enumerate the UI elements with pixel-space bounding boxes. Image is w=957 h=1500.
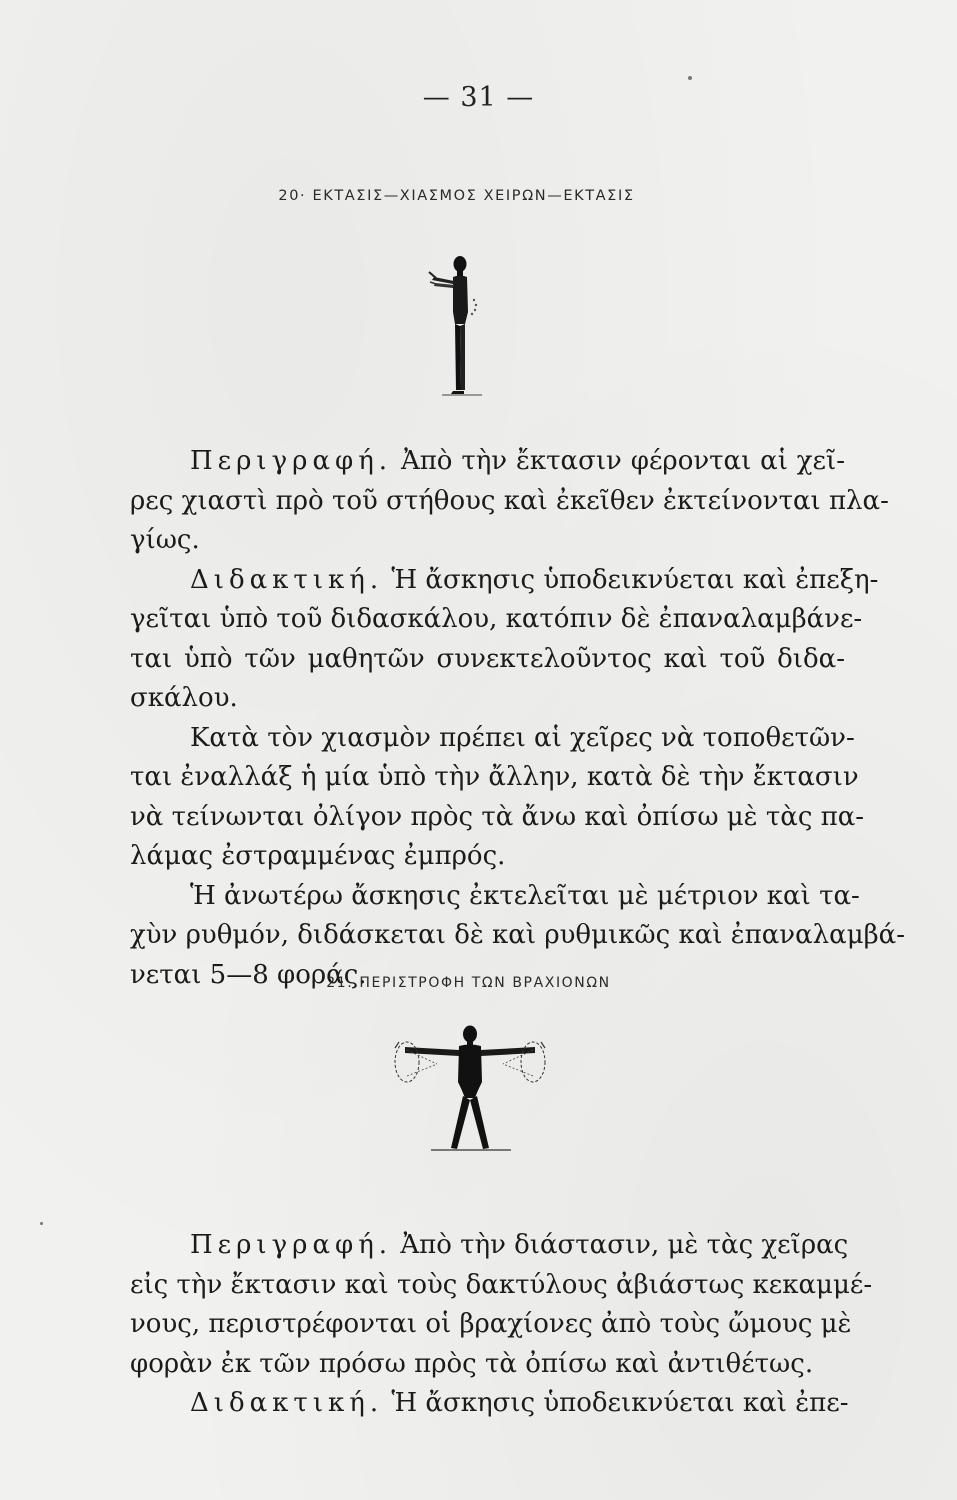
text-line (130, 561, 879, 601)
text-line: ται ὑπὸ τῶν μαθητῶν συνεκτελοῦντος καὶ τοῦ διδα- (130, 643, 845, 674)
teaching-label: Διδακτική. (190, 564, 384, 595)
text-line-content: Ἡ ἄσκησις ὑποδεικνύεται καὶ ἐπε- (391, 1388, 849, 1418)
text-line (130, 1384, 849, 1424)
section-20-description (130, 442, 889, 561)
section-20-crossing-note (130, 719, 865, 877)
standing-figure-arms-crossed-icon (420, 250, 510, 410)
text-line: Κατὰ τὸν χιασμὸν πρέπει αἱ χεῖρες νὰ τοποθετῶν- (190, 722, 855, 753)
text-line (130, 1226, 849, 1266)
text-line: νους, περιστρέφονται οἱ βραχίονες ἀπὸ τοὺς ὤμους μὲ (130, 1309, 852, 1339)
standing-figure-arm-circles-icon (385, 1020, 555, 1160)
text-line: σκάλου. (130, 683, 238, 713)
text-line: λάμας ἐστραμμένας ἐμπρός. (130, 841, 506, 871)
section-21-teaching (130, 1384, 849, 1424)
text-line: γεῖται ὑπὸ τοῦ διδασκάλου, κατόπιν δὲ ἐπαναλαμβάνε- (130, 604, 863, 634)
section-21-heading: 21. ΠΕΡΙΣΤΡΟΦΗ ΤΩΝ ΒΡΑΧΙΟΝΩΝ (326, 975, 611, 991)
page-number: — 31 — (422, 82, 535, 113)
text-line: Ἡ ἀνωτέρω ἄσκησις ἐκτελεῖται μὲ μέτριον καὶ τα- (190, 880, 860, 911)
text-line-content: Ἀπὸ τὴν διάστασιν, μὲ τὰς χεῖρας (400, 1230, 849, 1260)
ink-speck (688, 76, 692, 80)
section-21-description (130, 1226, 873, 1384)
text-line: γίως. (130, 525, 200, 555)
text-line: νὰ τείνωνται ὀλίγον πρὸς τὰ ἄνω καὶ ὀπίσω μὲ τὰς πα- (130, 801, 865, 832)
section-20-heading: 20· ΕΚΤΑΣΙΣ—ΧΙΑΣΜΟΣ ΧΕΙΡΩΝ—ΕΚΤΑΣΙΣ (278, 188, 635, 204)
section-20-teaching (130, 561, 879, 719)
text-line: εἰς τὴν ἔκτασιν καὶ τοὺς δακτύλους ἀβιάστως κεκαμμέ- (130, 1269, 873, 1300)
text-line-content: Ἡ ἄσκησις ὑποδεικνύεται καὶ ἐπεξη- (391, 564, 879, 595)
description-label: Περιγραφή. (190, 446, 393, 476)
text-line: ρες χιαστὶ πρὸ τοῦ στήθους καὶ ἐκεῖθεν ἐκτείνονται πλα- (130, 485, 889, 516)
text-line: φορὰν ἐκ τῶν πρόσω πρὸς τὰ ὀπίσω καὶ ἀντιθέτως. (130, 1348, 814, 1379)
text-line: ται ἐναλλάξ ἡ μία ὑπὸ τὴν ἄλλην, κατὰ δὲ τὴν ἔκτασιν (130, 762, 859, 792)
section-21-text (130, 1226, 873, 1424)
section-20-text (130, 442, 905, 995)
text-line: νεται 5—8 φοράς. (130, 959, 367, 990)
text-line (130, 442, 845, 482)
ink-speck (40, 1222, 43, 1225)
text-line: χὺν ρυθμόν, διδάσκεται δὲ καὶ ρυθμικῶς καὶ ἐπαναλαμβά- (130, 920, 905, 950)
text-line-content: Ἀπὸ τὴν ἔκτασιν φέρονται αἱ χεῖ- (400, 446, 845, 476)
description-label: Περιγραφή. (190, 1230, 393, 1260)
teaching-label: Διδακτική. (190, 1388, 384, 1418)
